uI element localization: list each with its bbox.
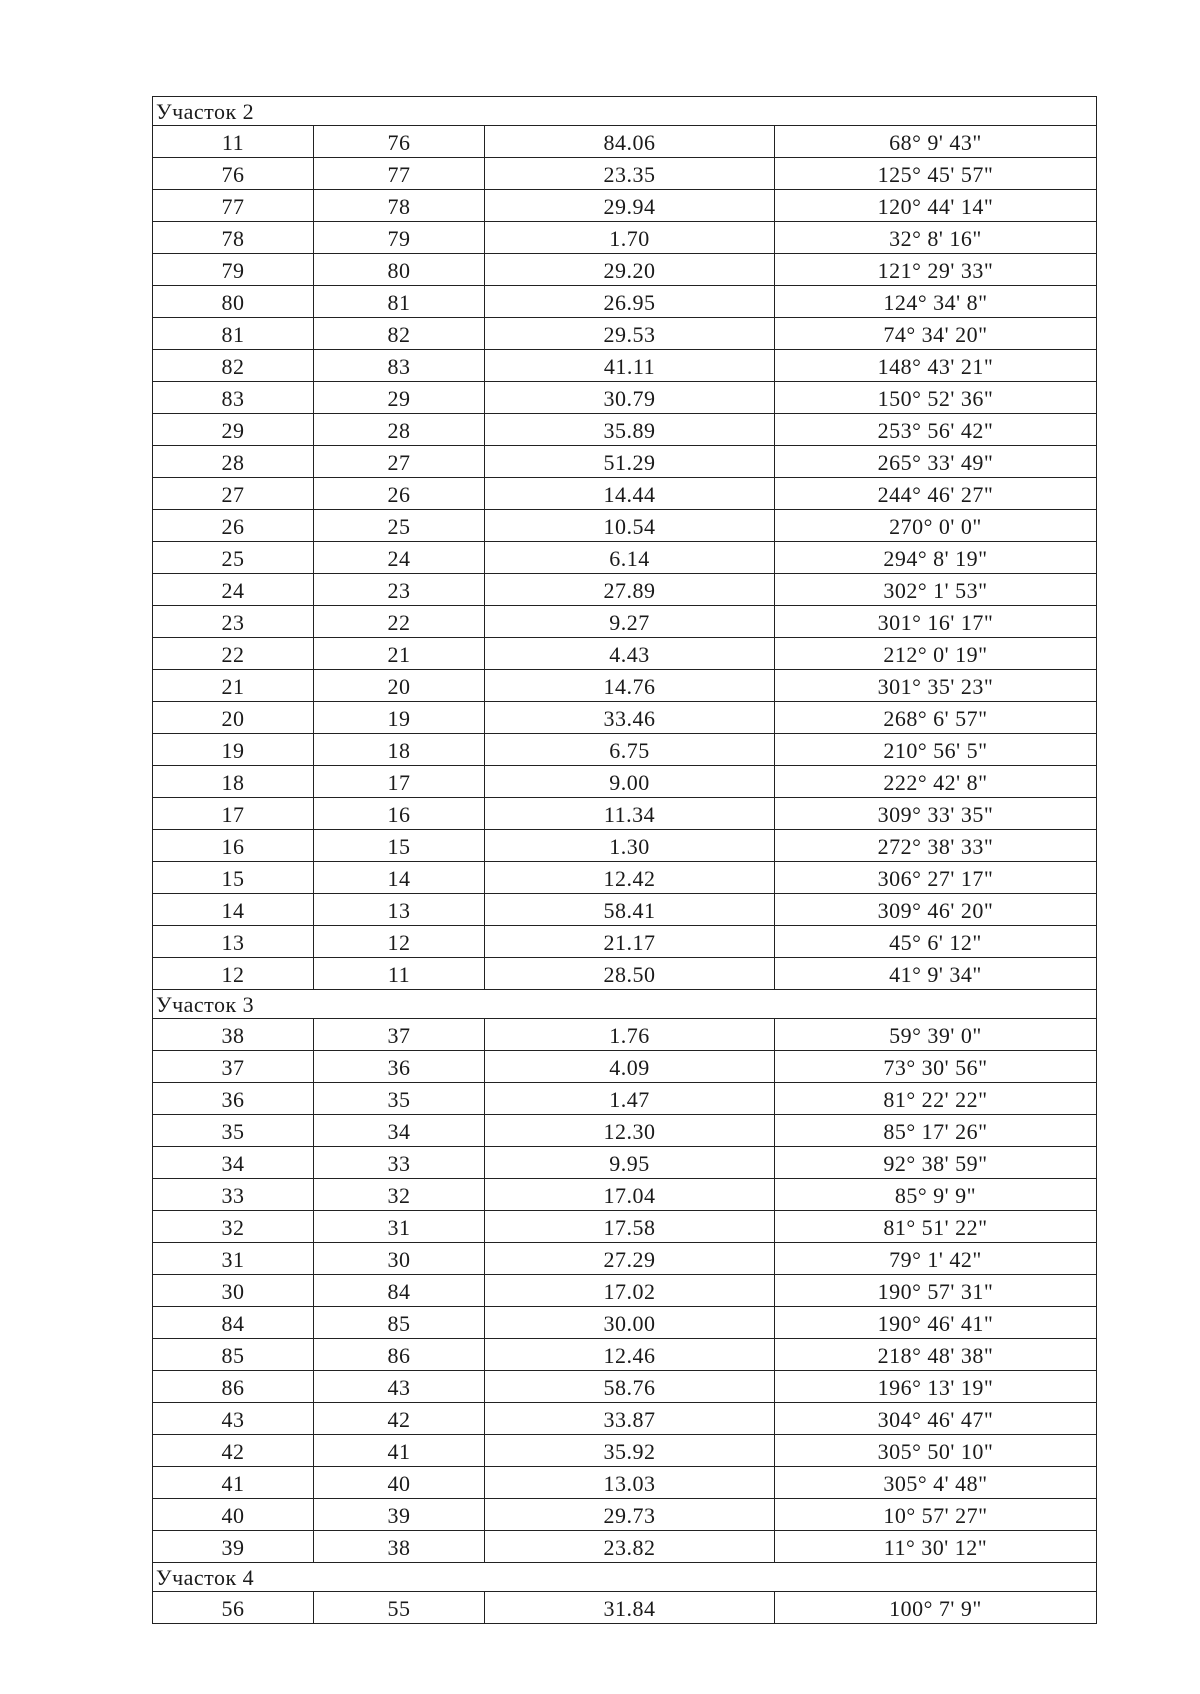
table-row — [153, 606, 1097, 638]
table-row — [153, 862, 1097, 894]
table-row — [153, 894, 1097, 926]
from-point-cell: 16 — [153, 830, 314, 862]
to-point-cell: 81 — [314, 286, 485, 318]
bearing-cell: 306° 27' 17" — [775, 862, 1097, 894]
bearing-cell: 92° 38' 59" — [775, 1147, 1097, 1179]
table-row — [153, 382, 1097, 414]
bearing-cell: 124° 34' 8" — [775, 286, 1097, 318]
length-cell: 41.11 — [485, 350, 775, 382]
length-cell: 12.46 — [485, 1339, 775, 1371]
to-point-cell: 85 — [314, 1307, 485, 1339]
to-point-cell: 23 — [314, 574, 485, 606]
table-row — [153, 542, 1097, 574]
length-cell: 1.76 — [485, 1019, 775, 1051]
to-point-cell: 27 — [314, 446, 485, 478]
to-point-cell: 28 — [314, 414, 485, 446]
from-point-cell: 25 — [153, 542, 314, 574]
from-point-cell: 13 — [153, 926, 314, 958]
table-row — [153, 1371, 1097, 1403]
length-cell: 27.89 — [485, 574, 775, 606]
length-cell: 13.03 — [485, 1467, 775, 1499]
length-cell: 12.42 — [485, 862, 775, 894]
from-point-cell: 20 — [153, 702, 314, 734]
table-row — [153, 1179, 1097, 1211]
length-cell: 17.58 — [485, 1211, 775, 1243]
from-point-cell: 82 — [153, 350, 314, 382]
length-cell: 23.82 — [485, 1531, 775, 1563]
to-point-cell: 16 — [314, 798, 485, 830]
bearing-cell: 100° 7' 9" — [775, 1592, 1097, 1624]
table-row — [153, 1403, 1097, 1435]
length-cell: 4.43 — [485, 638, 775, 670]
length-cell: 26.95 — [485, 286, 775, 318]
to-point-cell: 38 — [314, 1531, 485, 1563]
length-cell: 14.76 — [485, 670, 775, 702]
bearing-cell: 190° 57' 31" — [775, 1275, 1097, 1307]
bearing-cell: 265° 33' 49" — [775, 446, 1097, 478]
from-point-cell: 81 — [153, 318, 314, 350]
bearing-cell: 222° 42' 8" — [775, 766, 1097, 798]
to-point-cell: 33 — [314, 1147, 485, 1179]
to-point-cell: 20 — [314, 670, 485, 702]
table-row — [153, 1147, 1097, 1179]
bearing-cell: 74° 34' 20" — [775, 318, 1097, 350]
to-point-cell: 19 — [314, 702, 485, 734]
section-title: Участок 3 — [153, 990, 1097, 1019]
bearing-cell: 32° 8' 16" — [775, 222, 1097, 254]
bearing-cell: 244° 46' 27" — [775, 478, 1097, 510]
from-point-cell: 29 — [153, 414, 314, 446]
from-point-cell: 78 — [153, 222, 314, 254]
table-row — [153, 1592, 1097, 1624]
from-point-cell: 26 — [153, 510, 314, 542]
bearing-cell: 270° 0' 0" — [775, 510, 1097, 542]
table-row — [153, 190, 1097, 222]
to-point-cell: 36 — [314, 1051, 485, 1083]
length-cell: 1.30 — [485, 830, 775, 862]
from-point-cell: 86 — [153, 1371, 314, 1403]
bearing-cell: 190° 46' 41" — [775, 1307, 1097, 1339]
table-row — [153, 1115, 1097, 1147]
bearing-cell: 41° 9' 34" — [775, 958, 1097, 990]
table-row — [153, 1211, 1097, 1243]
bearing-cell: 125° 45' 57" — [775, 158, 1097, 190]
length-cell: 31.84 — [485, 1592, 775, 1624]
length-cell: 29.53 — [485, 318, 775, 350]
from-point-cell: 32 — [153, 1211, 314, 1243]
bearing-cell: 85° 9' 9" — [775, 1179, 1097, 1211]
from-point-cell: 40 — [153, 1499, 314, 1531]
length-cell: 10.54 — [485, 510, 775, 542]
to-point-cell: 80 — [314, 254, 485, 286]
to-point-cell: 30 — [314, 1243, 485, 1275]
to-point-cell: 39 — [314, 1499, 485, 1531]
length-cell: 4.09 — [485, 1051, 775, 1083]
to-point-cell: 41 — [314, 1435, 485, 1467]
from-point-cell: 23 — [153, 606, 314, 638]
from-point-cell: 21 — [153, 670, 314, 702]
from-point-cell: 24 — [153, 574, 314, 606]
from-point-cell: 33 — [153, 1179, 314, 1211]
table-row — [153, 510, 1097, 542]
from-point-cell: 84 — [153, 1307, 314, 1339]
table-row — [153, 414, 1097, 446]
length-cell: 51.29 — [485, 446, 775, 478]
table-row — [153, 446, 1097, 478]
length-cell: 14.44 — [485, 478, 775, 510]
to-point-cell: 31 — [314, 1211, 485, 1243]
bearing-cell: 85° 17' 26" — [775, 1115, 1097, 1147]
bearing-cell: 212° 0' 19" — [775, 638, 1097, 670]
bearing-cell: 11° 30' 12" — [775, 1531, 1097, 1563]
section-title: Участок 2 — [153, 97, 1097, 126]
length-cell: 27.29 — [485, 1243, 775, 1275]
bearing-cell: 68° 9' 43" — [775, 126, 1097, 158]
bearing-cell: 253° 56' 42" — [775, 414, 1097, 446]
to-point-cell: 43 — [314, 1371, 485, 1403]
to-point-cell: 86 — [314, 1339, 485, 1371]
from-point-cell: 30 — [153, 1275, 314, 1307]
length-cell: 30.79 — [485, 382, 775, 414]
to-point-cell: 18 — [314, 734, 485, 766]
length-cell: 17.04 — [485, 1179, 775, 1211]
bearing-cell: 294° 8' 19" — [775, 542, 1097, 574]
table-row — [153, 766, 1097, 798]
table-row — [153, 254, 1097, 286]
bearing-cell: 150° 52' 36" — [775, 382, 1097, 414]
table-row — [153, 126, 1097, 158]
bearing-cell: 45° 6' 12" — [775, 926, 1097, 958]
length-cell: 9.00 — [485, 766, 775, 798]
to-point-cell: 22 — [314, 606, 485, 638]
table-row — [153, 158, 1097, 190]
length-cell: 6.14 — [485, 542, 775, 574]
table-row — [153, 286, 1097, 318]
length-cell: 28.50 — [485, 958, 775, 990]
length-cell: 12.30 — [485, 1115, 775, 1147]
to-point-cell: 24 — [314, 542, 485, 574]
to-point-cell: 84 — [314, 1275, 485, 1307]
table-row — [153, 702, 1097, 734]
to-point-cell: 11 — [314, 958, 485, 990]
from-point-cell: 19 — [153, 734, 314, 766]
from-point-cell: 83 — [153, 382, 314, 414]
length-cell: 33.87 — [485, 1403, 775, 1435]
length-cell: 35.89 — [485, 414, 775, 446]
from-point-cell: 79 — [153, 254, 314, 286]
bearing-cell: 309° 46' 20" — [775, 894, 1097, 926]
from-point-cell: 41 — [153, 1467, 314, 1499]
table-row — [153, 1531, 1097, 1563]
from-point-cell: 38 — [153, 1019, 314, 1051]
length-cell: 1.47 — [485, 1083, 775, 1115]
bearing-cell: 120° 44' 14" — [775, 190, 1097, 222]
from-point-cell: 37 — [153, 1051, 314, 1083]
length-cell: 58.76 — [485, 1371, 775, 1403]
table-row — [153, 958, 1097, 990]
table-row — [153, 798, 1097, 830]
length-cell: 11.34 — [485, 798, 775, 830]
to-point-cell: 26 — [314, 478, 485, 510]
to-point-cell: 17 — [314, 766, 485, 798]
to-point-cell: 55 — [314, 1592, 485, 1624]
from-point-cell: 35 — [153, 1115, 314, 1147]
from-point-cell: 56 — [153, 1592, 314, 1624]
to-point-cell: 34 — [314, 1115, 485, 1147]
bearing-cell: 10° 57' 27" — [775, 1499, 1097, 1531]
bearing-cell: 73° 30' 56" — [775, 1051, 1097, 1083]
bearing-cell: 218° 48' 38" — [775, 1339, 1097, 1371]
table-row — [153, 1051, 1097, 1083]
table-row — [153, 1243, 1097, 1275]
bearing-cell: 81° 51' 22" — [775, 1211, 1097, 1243]
to-point-cell: 83 — [314, 350, 485, 382]
to-point-cell: 12 — [314, 926, 485, 958]
bearing-cell: 304° 46' 47" — [775, 1403, 1097, 1435]
length-cell: 1.70 — [485, 222, 775, 254]
length-cell: 9.95 — [485, 1147, 775, 1179]
from-point-cell: 77 — [153, 190, 314, 222]
from-point-cell: 28 — [153, 446, 314, 478]
length-cell: 29.73 — [485, 1499, 775, 1531]
to-point-cell: 40 — [314, 1467, 485, 1499]
table-row — [153, 638, 1097, 670]
table-row — [153, 318, 1097, 350]
length-cell: 29.20 — [485, 254, 775, 286]
length-cell: 29.94 — [485, 190, 775, 222]
length-cell: 23.35 — [485, 158, 775, 190]
from-point-cell: 12 — [153, 958, 314, 990]
table-row — [153, 926, 1097, 958]
bearing-cell: 81° 22' 22" — [775, 1083, 1097, 1115]
from-point-cell: 42 — [153, 1435, 314, 1467]
table-row — [153, 1499, 1097, 1531]
to-point-cell: 77 — [314, 158, 485, 190]
bearing-cell: 79° 1' 42" — [775, 1243, 1097, 1275]
table-row — [153, 830, 1097, 862]
table-row — [153, 734, 1097, 766]
table-row — [153, 1467, 1097, 1499]
from-point-cell: 76 — [153, 158, 314, 190]
length-cell: 21.17 — [485, 926, 775, 958]
to-point-cell: 29 — [314, 382, 485, 414]
table-row — [153, 478, 1097, 510]
table-row — [153, 1275, 1097, 1307]
table-row — [153, 1339, 1097, 1371]
to-point-cell: 42 — [314, 1403, 485, 1435]
from-point-cell: 39 — [153, 1531, 314, 1563]
bearing-cell: 272° 38' 33" — [775, 830, 1097, 862]
bearing-cell: 210° 56' 5" — [775, 734, 1097, 766]
from-point-cell: 43 — [153, 1403, 314, 1435]
length-cell: 9.27 — [485, 606, 775, 638]
length-cell: 33.46 — [485, 702, 775, 734]
to-point-cell: 13 — [314, 894, 485, 926]
to-point-cell: 78 — [314, 190, 485, 222]
to-point-cell: 25 — [314, 510, 485, 542]
to-point-cell: 82 — [314, 318, 485, 350]
table-row — [153, 670, 1097, 702]
bearing-cell: 148° 43' 21" — [775, 350, 1097, 382]
table-row — [153, 350, 1097, 382]
table-row — [153, 1307, 1097, 1339]
bearing-cell: 301° 16' 17" — [775, 606, 1097, 638]
section-title: Участок 4 — [153, 1563, 1097, 1592]
from-point-cell: 11 — [153, 126, 314, 158]
to-point-cell: 79 — [314, 222, 485, 254]
from-point-cell: 80 — [153, 286, 314, 318]
bearing-cell: 305° 50' 10" — [775, 1435, 1097, 1467]
to-point-cell: 21 — [314, 638, 485, 670]
bearing-cell: 301° 35' 23" — [775, 670, 1097, 702]
to-point-cell: 35 — [314, 1083, 485, 1115]
bearing-cell: 305° 4' 48" — [775, 1467, 1097, 1499]
from-point-cell: 14 — [153, 894, 314, 926]
to-point-cell: 37 — [314, 1019, 485, 1051]
from-point-cell: 18 — [153, 766, 314, 798]
length-cell: 58.41 — [485, 894, 775, 926]
from-point-cell: 27 — [153, 478, 314, 510]
from-point-cell: 31 — [153, 1243, 314, 1275]
bearing-cell: 196° 13' 19" — [775, 1371, 1097, 1403]
length-cell: 6.75 — [485, 734, 775, 766]
table-row — [153, 574, 1097, 606]
bearing-cell: 59° 39' 0" — [775, 1019, 1097, 1051]
bearing-cell: 268° 6' 57" — [775, 702, 1097, 734]
table-row — [153, 1019, 1097, 1051]
table-row — [153, 1435, 1097, 1467]
bearing-cell: 302° 1' 53" — [775, 574, 1097, 606]
boundary-table — [152, 96, 1097, 1624]
from-point-cell: 22 — [153, 638, 314, 670]
section-header-row — [153, 990, 1097, 1019]
to-point-cell: 15 — [314, 830, 485, 862]
from-point-cell: 17 — [153, 798, 314, 830]
table-row — [153, 1083, 1097, 1115]
from-point-cell: 15 — [153, 862, 314, 894]
to-point-cell: 14 — [314, 862, 485, 894]
bearing-cell: 121° 29' 33" — [775, 254, 1097, 286]
length-cell: 30.00 — [485, 1307, 775, 1339]
from-point-cell: 85 — [153, 1339, 314, 1371]
to-point-cell: 76 — [314, 126, 485, 158]
length-cell: 84.06 — [485, 126, 775, 158]
from-point-cell: 34 — [153, 1147, 314, 1179]
bearing-cell: 309° 33' 35" — [775, 798, 1097, 830]
section-header-row — [153, 1563, 1097, 1592]
length-cell: 17.02 — [485, 1275, 775, 1307]
to-point-cell: 32 — [314, 1179, 485, 1211]
section-header-row — [153, 97, 1097, 126]
table-row — [153, 222, 1097, 254]
length-cell: 35.92 — [485, 1435, 775, 1467]
table-body — [153, 97, 1097, 1624]
from-point-cell: 36 — [153, 1083, 314, 1115]
